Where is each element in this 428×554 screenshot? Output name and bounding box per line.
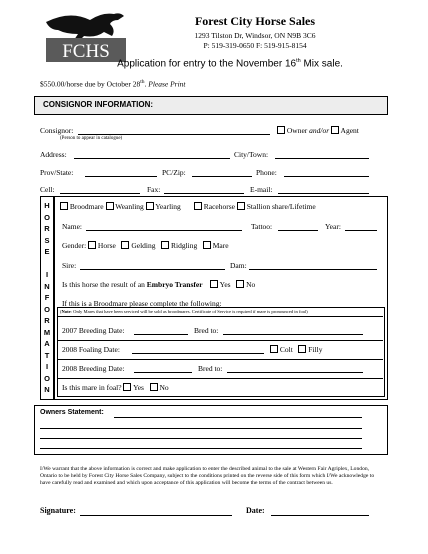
owners-line-2[interactable] [40, 428, 362, 429]
in-foal-yes-label: Yes [133, 383, 144, 392]
side-letter: R [44, 316, 50, 325]
filly-label: Filly [308, 345, 323, 354]
horse-type-checkbox[interactable] [194, 202, 202, 210]
horse-type-options [60, 202, 318, 211]
colt-filly-options [270, 345, 322, 354]
owners-line-4[interactable] [40, 448, 362, 449]
city-label: City/Town: [234, 150, 269, 159]
horse-type-label: Yearling [153, 202, 181, 211]
catalogue-note: (Person to appear in catalogue) [60, 136, 123, 141]
side-letter: A [44, 339, 50, 348]
fchs-logo [40, 8, 132, 64]
org-phone-fax: P: 519-319-0650 F: 519-915-8154 [203, 41, 307, 50]
owners-line-1[interactable] [114, 417, 362, 418]
horse-type-checkbox[interactable] [146, 202, 154, 210]
horse-type-label: Broodmare [68, 202, 104, 211]
date-label: Date: [246, 506, 265, 515]
please-print: Please Print [148, 79, 186, 89]
side-letter: O [44, 373, 50, 383]
foaling-2008-field[interactable] [132, 353, 264, 354]
breeding-2007-field[interactable] [134, 334, 188, 335]
in-foal-yes-checkbox[interactable] [123, 383, 131, 391]
side-letter: I [45, 270, 49, 279]
bred-to-2008-label: Bred to: [198, 364, 223, 373]
side-letter: E [44, 247, 50, 256]
due-post: . [144, 79, 149, 89]
fax-field[interactable] [164, 193, 244, 194]
consignor-heading-text: CONSIGNOR INFORMATION: [43, 100, 154, 109]
embryo-question: Is this horse the result of an [62, 280, 147, 289]
title-sup: th [296, 58, 301, 64]
cell-field[interactable] [60, 193, 140, 194]
gender-checkbox[interactable] [88, 241, 96, 249]
prov-label: Prov/State: [40, 168, 74, 177]
horse-type-checkbox[interactable] [60, 202, 68, 210]
dam-label: Dam: [230, 261, 247, 270]
tattoo-field[interactable] [278, 230, 318, 231]
side-letter: N [44, 385, 50, 394]
name-label: Name: [62, 222, 82, 231]
gender-option-label: Mare [210, 241, 229, 250]
filly-checkbox[interactable] [298, 345, 306, 353]
pc-field[interactable] [192, 176, 252, 177]
signature-label: Signature: [40, 506, 76, 515]
side-letter: T [44, 350, 50, 360]
horse-type-checkbox[interactable] [237, 202, 245, 210]
embryo-yes-label: Yes [219, 280, 231, 289]
side-letter: S [44, 235, 50, 245]
embryo-bold: Embryo Transfer [146, 280, 203, 289]
email-label: E-mail: [250, 185, 273, 194]
gender-row [62, 241, 234, 250]
side-letter: F [44, 293, 50, 302]
owner-label: Owner [286, 126, 310, 135]
consignor-field[interactable] [78, 134, 270, 135]
side-letter: H [44, 201, 50, 210]
year-label: Year: [325, 222, 341, 231]
in-foal-question: Is this mare in foal? [62, 383, 122, 392]
horse-type-label: Stallion share/Lifetime [244, 202, 316, 211]
org-name: Forest City Horse Sales [194, 14, 316, 28]
gender-label: Gender: [62, 241, 89, 250]
address-field[interactable] [74, 158, 230, 159]
due-text: $550.00/horse due by October 28 [40, 79, 141, 89]
application-title [40, 58, 420, 69]
phone-field[interactable] [284, 176, 369, 177]
horse-type-label: Weanling [113, 202, 144, 211]
logo-text: FCHS [62, 41, 110, 62]
colt-checkbox[interactable] [270, 345, 278, 353]
bm-divider [57, 359, 383, 360]
agent-checkbox[interactable] [331, 126, 339, 134]
cell-label: Cell: [40, 185, 55, 194]
address-label: Address: [40, 150, 67, 159]
horse-info-side-label [40, 196, 54, 400]
owner-checkbox[interactable] [277, 126, 285, 134]
side-letter: I [45, 362, 49, 371]
owners-line-3[interactable] [40, 438, 362, 439]
horse-type-checkbox[interactable] [106, 202, 114, 210]
foaling-2008-label: 2008 Foaling Date: [62, 345, 120, 354]
consignor-section-heading [34, 96, 388, 115]
phone-label: Phone: [256, 168, 277, 177]
breeding-2007-label: 2007 Breeding Date: [62, 326, 125, 335]
side-letter: O [44, 304, 50, 314]
warranty-text: I/We warrant that the above information is correct and make application to enter the described animal to the sale at Western Fair Agriplex, London, Ontario to be held by Forest City Horse Sales Company, subject to the conditions printed on the reverse side of this form which I/We acknowledge to have carefully read and examined and which upon acceptance of this application will become the terms of the contract between us. [40, 466, 375, 486]
embryo-yes-checkbox[interactable] [210, 280, 218, 288]
side-letter: R [44, 224, 50, 233]
bred-to-2007-label: Bred to: [194, 326, 219, 335]
broodmare-prompt: If this is a Broodmare please complete the following: [62, 299, 222, 308]
bm-divider [57, 340, 383, 341]
bm-divider [57, 316, 383, 317]
owner-agent-options [277, 126, 359, 135]
colt-label: Colt [279, 345, 293, 354]
embryo-no-checkbox[interactable] [236, 280, 244, 288]
bred-to-2007-field[interactable] [223, 334, 363, 335]
bm-divider [57, 378, 383, 379]
owners-statement-label: Owners Statement: [40, 409, 104, 416]
horse-name-field[interactable] [86, 230, 242, 231]
city-field[interactable] [275, 158, 369, 159]
in-foal-no-checkbox[interactable] [150, 383, 158, 391]
org-address: 1293 Tilston Dr, Windsor, ON N9B 3C6 [194, 31, 316, 40]
breeding-2008-field[interactable] [134, 372, 192, 373]
side-letter: N [44, 281, 50, 291]
embryo-row [62, 280, 255, 289]
fax-label: Fax: [147, 185, 161, 194]
date-field[interactable] [271, 515, 369, 516]
tattoo-label: Tattoo: [251, 222, 273, 231]
year-field[interactable] [345, 230, 377, 231]
title-text: Application for entry to the November 16 [117, 58, 297, 70]
note-bold: Note [61, 309, 71, 314]
gender-checkbox[interactable] [203, 241, 211, 249]
title-post: Mix sale. [300, 58, 343, 70]
sire-field[interactable] [80, 269, 225, 270]
in-foal-no-label: No [159, 383, 169, 392]
due-line [40, 79, 186, 89]
sire-label: Sire: [62, 261, 77, 270]
side-letter: O [44, 212, 50, 222]
dam-field[interactable] [249, 269, 377, 270]
owner-andor: and/or [309, 126, 330, 135]
bred-to-2008-field[interactable] [227, 372, 363, 373]
side-letter: M [43, 327, 51, 337]
embryo-no-label: No [246, 280, 256, 289]
agent-label: Agent [340, 126, 359, 135]
prov-field[interactable] [85, 176, 157, 177]
gender-checkbox[interactable] [161, 241, 169, 249]
breeding-2008-label: 2008 Breeding Date: [62, 364, 125, 373]
horse-logo-icon [40, 8, 132, 64]
broodmare-note: (Note: Only Mares that have been serviced will be sold as broodmares. Certificate of Service is required if mare is pronounced in foal) [60, 309, 308, 314]
horse-type-label: Racehorse [201, 202, 235, 211]
gender-option-label: Gelding [129, 241, 156, 250]
signature-field[interactable] [80, 515, 232, 516]
email-field[interactable] [278, 193, 369, 194]
due-sup: th [140, 79, 145, 85]
gender-option-label: Horse [96, 241, 116, 250]
in-foal-row [62, 383, 169, 392]
pc-label: PC/Zip: [162, 168, 186, 177]
gender-option-label: Ridgling [169, 241, 198, 250]
consignor-label: Consignor: [40, 126, 74, 135]
note-text: : Only Mares that have been serviced will be sold as broodmares. Certificate of Service is required if mare is pronounced in foal) [70, 309, 308, 314]
